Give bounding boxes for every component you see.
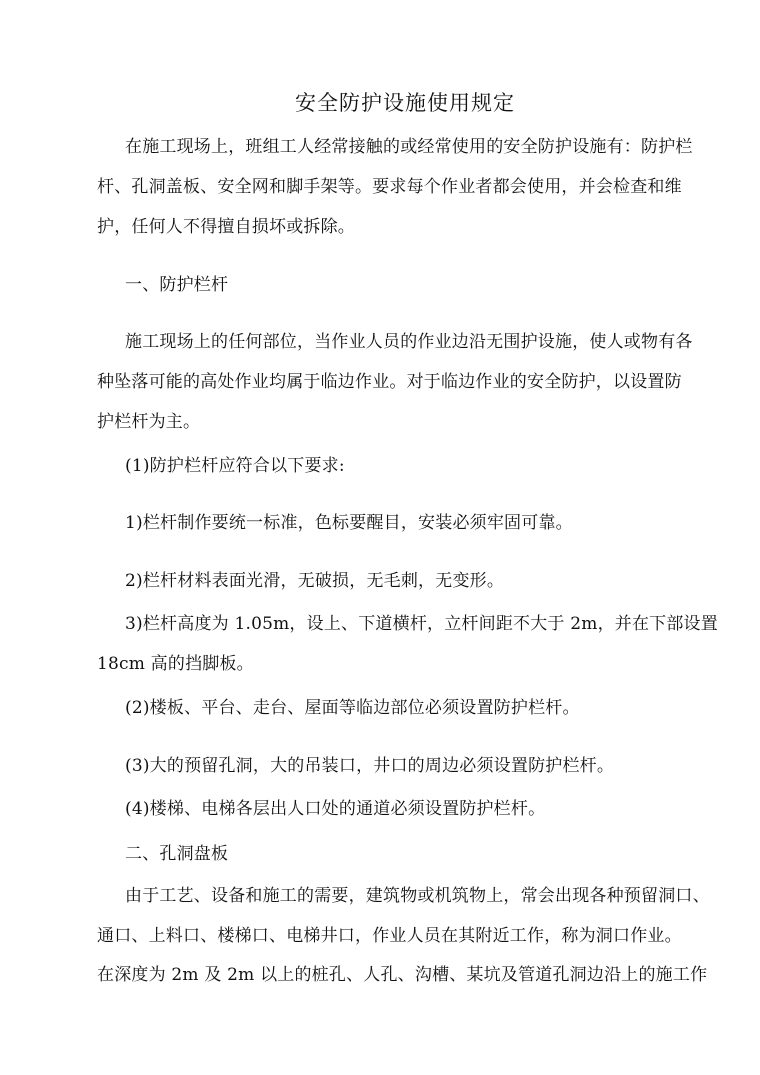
paragraph-line: 由于工艺、设备和施工的需要，建筑物或机筑物上，常会出现各种预留洞口、	[125, 886, 710, 906]
document-title: 安全防护设施使用规定	[295, 91, 515, 115]
paragraph-line: 种坠落可能的高处作业均属于临边作业。对于临边作业的安全防护，以设置防	[97, 372, 682, 392]
paragraph-line: 在深度为 2m 及 2m 以上的桩孔、人孔、沟槽、某坑及管道孔洞边沿上的施工作	[97, 965, 708, 985]
paragraph-line: 18cm 高的挡脚板。	[97, 654, 254, 674]
list-item: 2)栏杆材料表面光滑，无破损，无毛刺，无变形。	[125, 571, 505, 591]
section-heading: 二、孔洞盘板	[125, 844, 229, 864]
paragraph-line: 通口、上料口、楼梯口、电梯井口，作业人员在其附近工作，称为洞口作业。	[97, 926, 682, 946]
list-item: (2)楼板、平台、走台、屋面等临边部位必须设置防护栏杆。	[125, 698, 580, 718]
paragraph-line: 杆、孔洞盖板、安全网和脚手架等。要求每个作业者都会使用，并会检查和维	[97, 177, 682, 197]
list-item: 3)栏杆高度为 1.05m，设上、下道横杆，立杆间距不大于 2m，并在下部设置	[125, 614, 718, 634]
list-item: (4)楼梯、电梯各层出人口处的通道必须设置防护栏杆。	[125, 799, 546, 819]
list-item: (3)大的预留孔洞，大的吊装口，井口的周边必须设置防护栏杆。	[125, 756, 615, 776]
list-item: (1)防护栏杆应符合以下要求:	[125, 456, 345, 476]
paragraph-line: 护栏杆为主。	[97, 412, 201, 432]
paragraph-line: 施工现场上的任何部位，当作业人员的作业边沿无围护设施，使人或物有各	[125, 332, 693, 352]
paragraph-line: 在施工现场上，班组工人经常接触的或经常使用的安全防护设施有：防护栏	[125, 137, 693, 157]
paragraph-line: 护，任何人不得擅自损坏或拆除。	[97, 217, 355, 237]
list-item: 1)栏杆制作要统一标准，色标要醒目，安装必须牢固可靠。	[125, 513, 573, 533]
section-heading: 一、防护栏杆	[125, 275, 229, 295]
